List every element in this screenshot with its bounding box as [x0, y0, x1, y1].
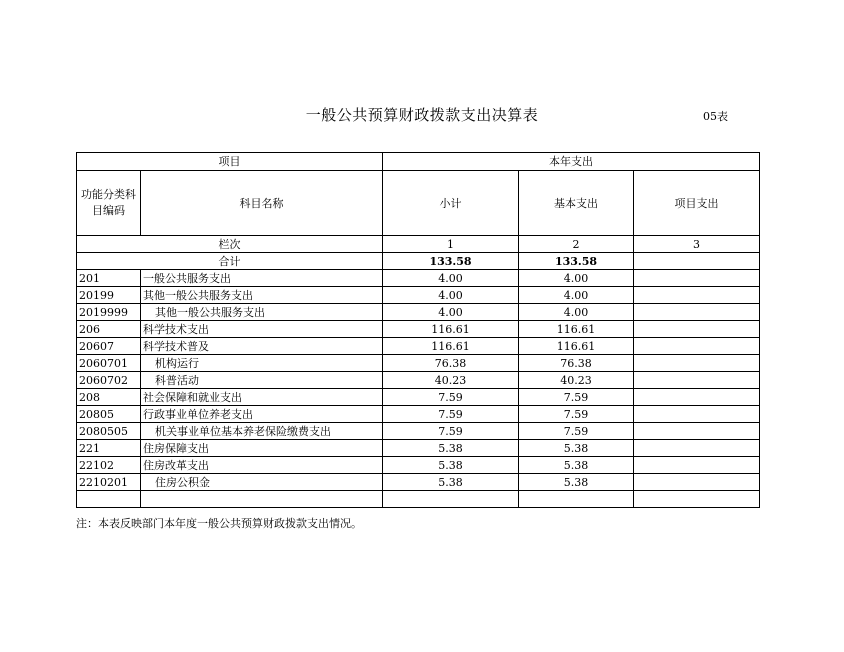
- table-row: [77, 423, 760, 440]
- cell-project: [634, 457, 760, 474]
- table-row: [77, 491, 760, 508]
- cell-name: 一般公共服务支出: [141, 270, 383, 287]
- cell-subtotal: 40.23: [383, 372, 519, 389]
- cell-name: 住房保障支出: [141, 440, 383, 457]
- table-row: [77, 457, 760, 474]
- table-row: [77, 321, 760, 338]
- cell-basic: 5.38: [519, 474, 634, 491]
- cell-name: [141, 491, 383, 508]
- expense-table: [76, 152, 760, 508]
- cell-basic: 116.61: [519, 338, 634, 355]
- table-row: [77, 287, 760, 304]
- table-row: [77, 389, 760, 406]
- cell-name: 住房改革支出: [141, 457, 383, 474]
- cell-basic: [519, 491, 634, 508]
- cell-basic: 4.00: [519, 304, 634, 321]
- cell-project: [634, 372, 760, 389]
- footnote: 注：本表反映部门本年度一般公共预算财政拨款支出情况。: [76, 517, 362, 530]
- cell-subtotal: 5.38: [383, 457, 519, 474]
- cell-name: 机关事业单位基本养老保险缴费支出: [141, 423, 383, 440]
- cell-name: 行政事业单位养老支出: [141, 406, 383, 423]
- cell-project: [634, 474, 760, 491]
- cell-name: 社会保障和就业支出: [141, 389, 383, 406]
- cell-project: [634, 440, 760, 457]
- table-row: [77, 440, 760, 457]
- cell-project: [634, 321, 760, 338]
- total-row: [77, 253, 760, 270]
- cell-subtotal: 7.59: [383, 423, 519, 440]
- total-project: [634, 253, 760, 270]
- cell-basic: 7.59: [519, 406, 634, 423]
- cell-project: [634, 389, 760, 406]
- cell-subtotal: [383, 491, 519, 508]
- header-name: 科目名称: [141, 171, 383, 236]
- header-subtotal: 小计: [383, 171, 519, 236]
- cell-project: [634, 406, 760, 423]
- cell-code: 20607: [77, 338, 141, 355]
- cell-basic: 4.00: [519, 287, 634, 304]
- cell-name: 科学技术支出: [141, 321, 383, 338]
- table-number: 05表: [703, 110, 728, 123]
- table-row: [77, 474, 760, 491]
- table-row: [77, 338, 760, 355]
- cell-project: [634, 423, 760, 440]
- cell-name: 科普活动: [141, 372, 383, 389]
- cell-code: 208: [77, 389, 141, 406]
- table-row: [77, 270, 760, 287]
- cell-project: [634, 338, 760, 355]
- cell-subtotal: 5.38: [383, 440, 519, 457]
- order-3: 3: [634, 236, 760, 253]
- total-basic: 133.58: [519, 253, 634, 270]
- cell-basic: 7.59: [519, 423, 634, 440]
- cell-project: [634, 355, 760, 372]
- total-subtotal: 133.58: [383, 253, 519, 270]
- cell-basic: 4.00: [519, 270, 634, 287]
- cell-subtotal: 116.61: [383, 321, 519, 338]
- page-title: 一般公共预算财政拨款支出决算表: [305, 106, 539, 124]
- total-label: 合计: [77, 253, 383, 270]
- cell-subtotal: 4.00: [383, 287, 519, 304]
- order-1: 1: [383, 236, 519, 253]
- cell-basic: 5.38: [519, 440, 634, 457]
- header-item: 项目: [77, 153, 383, 171]
- cell-subtotal: 7.59: [383, 406, 519, 423]
- cell-name: 机构运行: [141, 355, 383, 372]
- cell-basic: 76.38: [519, 355, 634, 372]
- cell-basic: 5.38: [519, 457, 634, 474]
- cell-code: 2060702: [77, 372, 141, 389]
- table-row: [77, 304, 760, 321]
- cell-project: [634, 491, 760, 508]
- cell-code: 206: [77, 321, 141, 338]
- order-2: 2: [519, 236, 634, 253]
- cell-subtotal: 116.61: [383, 338, 519, 355]
- cell-subtotal: 76.38: [383, 355, 519, 372]
- cell-name: 住房公积金: [141, 474, 383, 491]
- cell-name: 其他一般公共服务支出: [141, 304, 383, 321]
- cell-code: 2210201: [77, 474, 141, 491]
- cell-basic: 116.61: [519, 321, 634, 338]
- cell-name: 科学技术普及: [141, 338, 383, 355]
- cell-project: [634, 304, 760, 321]
- cell-code: 2060701: [77, 355, 141, 372]
- cell-subtotal: 4.00: [383, 270, 519, 287]
- header-code: 功能分类科目编码: [77, 171, 141, 236]
- table-row: [77, 372, 760, 389]
- cell-code: 20199: [77, 287, 141, 304]
- table-row: [77, 355, 760, 372]
- cell-project: [634, 287, 760, 304]
- cell-subtotal: 7.59: [383, 389, 519, 406]
- cell-subtotal: 5.38: [383, 474, 519, 491]
- cell-code: 201: [77, 270, 141, 287]
- cell-basic: 40.23: [519, 372, 634, 389]
- cell-code: 2019999: [77, 304, 141, 321]
- table-row: [77, 406, 760, 423]
- cell-project: [634, 270, 760, 287]
- cell-code: 221: [77, 440, 141, 457]
- header-project: 项目支出: [634, 171, 760, 236]
- cell-basic: 7.59: [519, 389, 634, 406]
- header-basic: 基本支出: [519, 171, 634, 236]
- cell-code: 22102: [77, 457, 141, 474]
- cell-code: 2080505: [77, 423, 141, 440]
- cell-name: 其他一般公共服务支出: [141, 287, 383, 304]
- cell-code: [77, 491, 141, 508]
- cell-subtotal: 4.00: [383, 304, 519, 321]
- cell-code: 20805: [77, 406, 141, 423]
- order-label: 栏次: [77, 236, 383, 253]
- header-year-expense: 本年支出: [383, 153, 760, 171]
